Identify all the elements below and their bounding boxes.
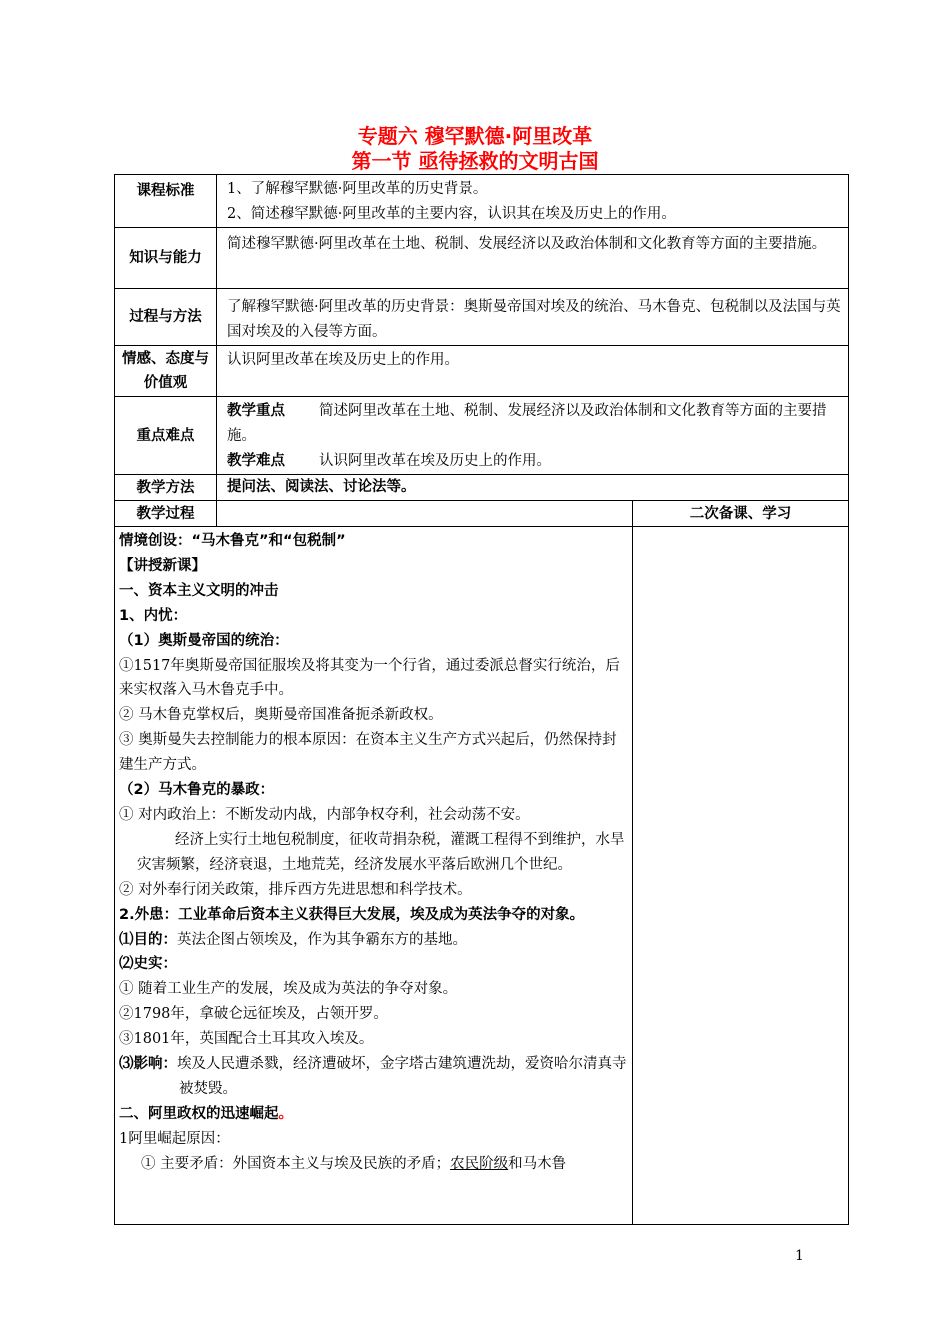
key-points-row <box>115 397 849 475</box>
focus-line <box>227 399 842 449</box>
curriculum-row <box>115 175 849 228</box>
teaching-process-body <box>115 527 633 1225</box>
process-header-row <box>115 501 849 527</box>
knowledge-text: 简述穆罕默德·阿里改革在土地、税制、发展经济以及政治体制和文化教育等方面的主要措施。 <box>217 228 849 289</box>
focus-label: 教学重点 <box>227 403 285 419</box>
ottoman-point-1: ①1517年奥斯曼帝国征服埃及将其变为一个行省，通过委派总督实行统治，后来实权落入马木鲁克手中。 <box>119 657 620 699</box>
curriculum-label: 课程标准 <box>115 175 217 228</box>
emotion-text: 认识阿里改革在埃及历史上的作用。 <box>217 346 849 397</box>
ottoman-rule-heading: （1）奥斯曼帝国的统治： <box>119 632 289 649</box>
difficulty-line <box>227 449 842 474</box>
new-lesson-heading: 【讲授新课】 <box>119 557 206 574</box>
curriculum-item-2: 2、简述穆罕默德·阿里改革的主要内容，认识其在埃及历史上的作用。 <box>227 206 676 222</box>
impact-text: 埃及人民遭杀戮，经济遭破坏，金字塔古建筑遭洗劫，爱资哈尔清真寺被焚毁。 <box>177 1056 627 1097</box>
rise-reason-1 <box>119 1152 628 1177</box>
teaching-process-header: 教学过程 <box>115 501 217 527</box>
mamluk-point-2: ② 对外奉行闭关政策，排斥西方先进思想和科学技术。 <box>119 881 472 898</box>
method-label: 教学方法 <box>115 475 217 501</box>
document-title: 专题六 穆罕默德·阿里改革 <box>357 124 593 148</box>
rise-reasons-heading: 1阿里崛起原因： <box>119 1130 230 1147</box>
knowledge-row <box>115 228 849 289</box>
internal-troubles-heading: 1、内忧： <box>119 607 188 624</box>
section-2-title: 二、阿里政权的迅速崛起 <box>119 1105 279 1122</box>
header-spacer <box>217 501 633 527</box>
fact-2: ②1798年，拿破仑远征埃及，占领开罗。 <box>119 1006 388 1023</box>
purpose-line <box>119 928 628 953</box>
lesson-plan-table <box>114 174 849 1225</box>
key-points-label: 重点难点 <box>115 397 217 475</box>
curriculum-item-1: 1、了解穆罕默德·阿里改革的历史背景。 <box>227 181 488 197</box>
section-1-heading: 一、资本主义文明的冲击 <box>119 582 279 599</box>
second-prep-header: 二次备课、学习 <box>633 501 849 527</box>
purpose-label: ⑴目的： <box>119 931 177 948</box>
fact-3: ③1801年，英国配合土耳其攻入埃及。 <box>119 1031 374 1048</box>
rise-reason-1-a: ① 主要矛盾：外国资本主义与埃及民族的矛盾； <box>141 1155 451 1172</box>
process-body-row <box>115 527 849 1225</box>
impact-line <box>119 1052 628 1102</box>
key-points-content <box>217 397 849 475</box>
purpose-text: 英法企图占领埃及，作为其争霸东方的基地。 <box>177 931 467 948</box>
mamluk-tyranny-heading: （2）马木鲁克的暴政： <box>119 782 275 799</box>
ottoman-point-2: ② 马木鲁克掌权后，奥斯曼帝国准备扼杀新政权。 <box>119 707 443 724</box>
facts-heading: ⑵史实： <box>119 956 177 973</box>
second-prep-column <box>633 527 849 1225</box>
scenario-line: 情境创设：“马木鲁克”和“包税制” <box>119 533 346 549</box>
difficulty-text: 认识阿里改革在埃及历史上的作用。 <box>319 453 551 469</box>
section-title: 第一节 亟待拯救的文明古国 <box>351 149 599 173</box>
mamluk-economy: 经济上实行土地包税制度，征收苛捐杂税，灌溉工程得不到维护，水旱灾害频繁，经济衰退，土地荒芜，经济发展水平落后欧洲几个世纪。 <box>137 831 625 873</box>
emotion-row <box>115 346 849 397</box>
section-2-period: 。 <box>278 1105 293 1122</box>
mamluk-point-1: ① 对内政治上：不断发动内战，内部争权夺利，社会动荡不安。 <box>119 806 530 823</box>
method-text: 提问法、阅读法、讨论法等。 <box>217 475 849 501</box>
ottoman-point-3: ③ 奥斯曼失去控制能力的根本原因：在资本主义生产方式兴起后，仍然保持封建生产方式。 <box>119 732 617 774</box>
external-troubles-heading: 2.外患：工业革命后资本主义获得巨大发展，埃及成为英法争夺的对象。 <box>119 906 585 923</box>
process-method-row <box>115 289 849 346</box>
fact-1: ① 随着工业生产的发展，埃及成为英法的争夺对象。 <box>119 981 458 998</box>
section-2-heading <box>119 1102 628 1127</box>
knowledge-label: 知识与能力 <box>115 228 217 289</box>
difficulty-label: 教学难点 <box>227 453 285 469</box>
process-method-text: 了解穆罕默德·阿里改革的历史背景：奥斯曼帝国对埃及的统治、马木鲁克、包税制以及法国与英国对埃及的入侵等方面。 <box>217 289 849 346</box>
impact-label: ⑶影响： <box>119 1056 177 1073</box>
emotion-label: 情感、态度与价值观 <box>115 346 217 397</box>
rise-reason-1-c: 和马木鲁 <box>508 1155 567 1172</box>
curriculum-content <box>217 175 849 228</box>
method-row <box>115 475 849 501</box>
process-method-label: 过程与方法 <box>115 289 217 346</box>
rise-reason-1-b: 农民阶级 <box>450 1155 509 1172</box>
page-number: 1 <box>795 1248 804 1264</box>
focus-text: 简述阿里改革在土地、税制、发展经济以及政治体制和文化教育等方面的主要措施。 <box>227 403 827 444</box>
